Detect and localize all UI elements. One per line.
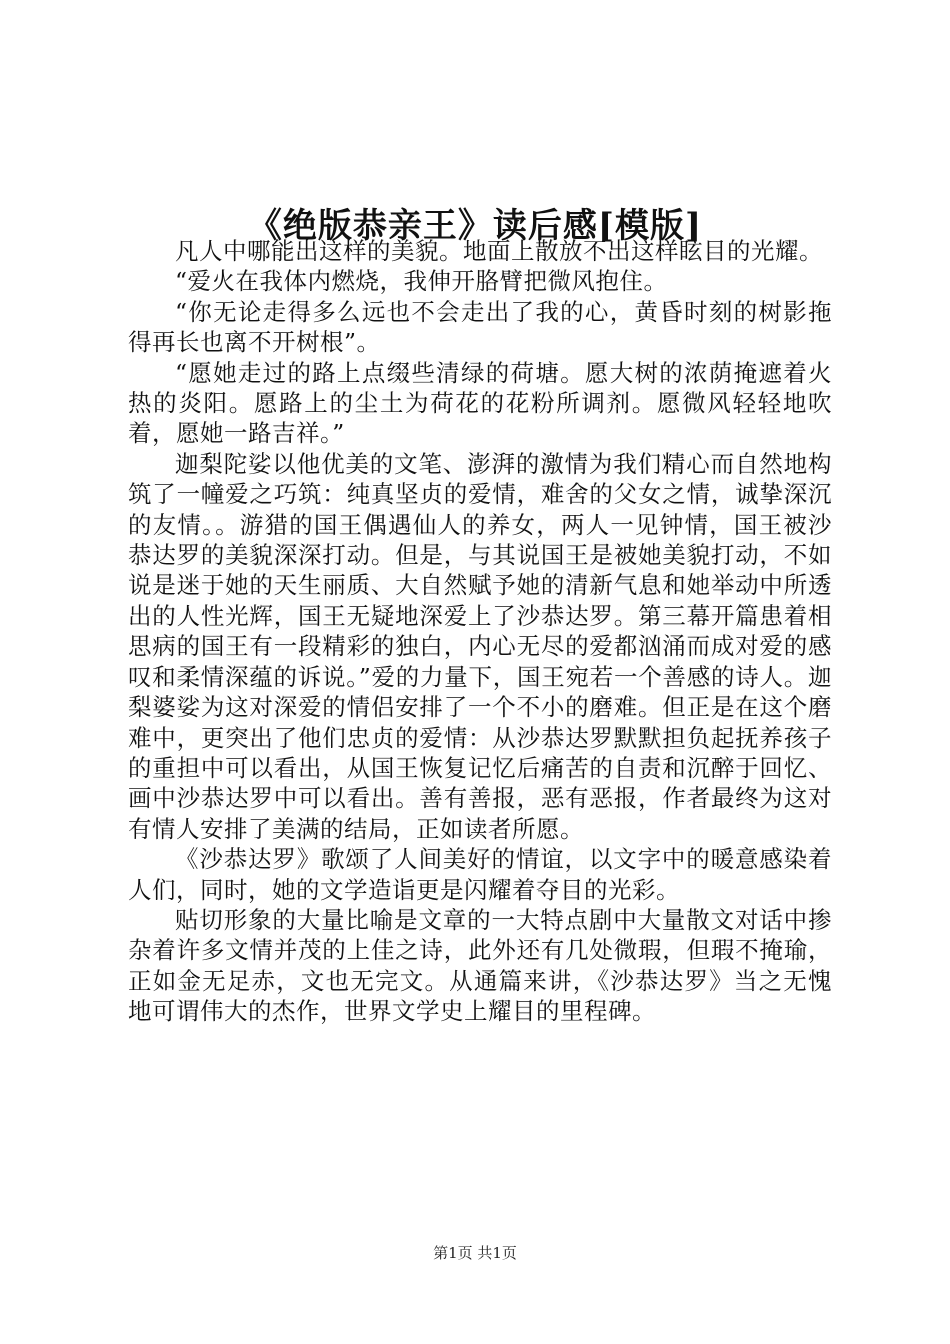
- paragraph: “你无论走得多么远也不会走出了我的心，黄昏时刻的树影拖得再长也离不开树根”。: [128, 297, 832, 357]
- page-footer: 第1页 共1页: [433, 1244, 517, 1262]
- paragraph: “爱火在我体内燃烧，我伸开胳臂把微风抱住。: [175, 267, 668, 296]
- paragraph: 贴切形象的大量比喻是文章的一大特点剧中大量散文对话中掺杂着许多文情并茂的上佳之诗，此外还有几处微瑕，但瑕不掩瑜，正如金无足赤，文也无完文。从通篇来讲，《沙恭达罗》当之无愧地可谓伟大的杰作，世界文学史上耀目的里程碑。: [128, 905, 832, 1026]
- paragraph: 《沙恭达罗》歌颂了人间美好的情谊，以文字中的暖意感染着人们，同时，她的文学造诣更是闪耀着夺目的光彩。: [128, 845, 832, 904]
- paragraph: “愿她走过的路上点缀些清绿的荷塘。愿大树的浓荫掩遮着火热的炎阳。愿路上的尘土为荷花的花粉所调剂。愿微风轻轻地吹着，愿她一路吉祥。”: [128, 358, 832, 448]
- paragraph: 迦梨陀娑以他优美的文笔、澎湃的激情为我们精心而自然地构筑了一幢爱之巧筑：纯真坚贞的爱情，难舍的父女之情，诚挚深沉的友情。。游猎的国王偶遇仙人的养女，两人一见钟情，国王被沙恭达罗的美貌深深打动。但是，与其说国王是被她美貌打动，不如说是迷于她的天生丽质、大自然赋予她的清新气息和她举动中所透出的人性光辉，国王无疑地深爱上了沙恭达罗。第三幕开篇患着相思病的国王有一段精彩的独白，内心无尽的爱都汹涌而成对爱的感叹和柔情深蕴的诉说。”爱的力量下，国王宛若一个善感的诗人。迦梨婆娑为这对深爱的情侣安排了一个不小的磨难。但正是在这个磨难中，更突出了他们忠贞的爱情：从沙恭达罗默默担负起抚养孩子的重担中可以看出，从国王恢复记忆后痛苦的自责和沉醉于回忆、画中沙恭达罗中可以看出。善有善报，恶有恶报，作者最终为这对有情人安排了美满的结局，正如读者所愿。: [128, 449, 832, 843]
- paragraph: 凡人中哪能出这样的美貌。地面上散放不出这样眩目的光耀。: [175, 237, 823, 265]
- page-title: 《绝版恭亲王》读后感[模版]: [247, 205, 703, 246]
- document-body: [128, 236, 832, 1027]
